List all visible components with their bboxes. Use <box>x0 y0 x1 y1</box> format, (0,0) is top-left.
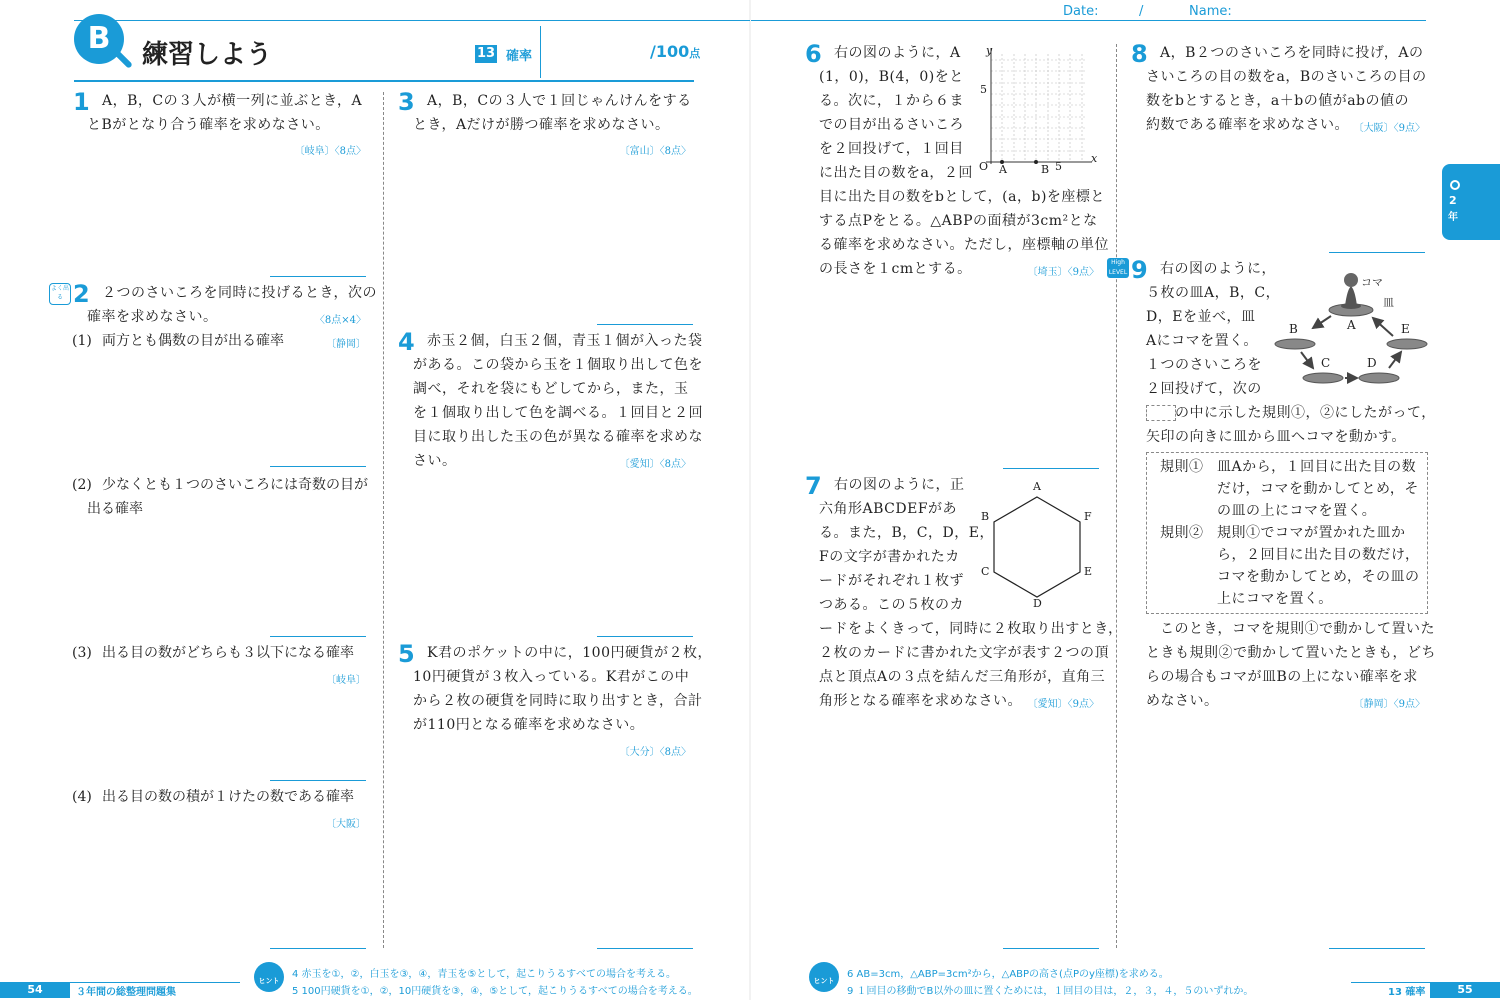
q6-line7: 目に出た目の数をbとして，(a，b)を座標と <box>819 189 1105 205</box>
q4-line6: さい。 <box>413 453 457 469</box>
year-tab-number: 2 <box>1449 194 1457 207</box>
graph-point-a-label: A <box>999 163 1007 176</box>
q2-1-label: (1) <box>72 333 92 349</box>
q5-line2: 10円硬貨が３枚入っている。K君がこの中 <box>413 669 690 685</box>
q1-line2: とBがとなり合う確率を求めなさい。 <box>87 117 330 133</box>
section-title: 練習しよう <box>142 40 273 70</box>
q6-line5: を２回投げて，１回目 <box>819 141 964 157</box>
q9-line5: １つのさいころを <box>1146 357 1262 373</box>
hex-label-b: B <box>981 510 990 523</box>
hex-label-c: C <box>981 565 990 578</box>
right-page-number: 55 <box>1430 982 1500 998</box>
q1-number: 1 <box>73 88 90 116</box>
q4-answer-line[interactable] <box>597 636 693 637</box>
left-page <box>0 0 749 1000</box>
hint-label-right: ヒント <box>813 977 835 985</box>
score-total <box>650 42 700 61</box>
column-divider <box>383 92 384 948</box>
q9-line7: の中に示した規則①，②にしたがって， <box>1175 405 1436 421</box>
year-tab-suffix: 年 <box>1448 212 1458 223</box>
rule2-line1: 規則①でコマが置かれた皿か <box>1217 525 1406 541</box>
rule2-line2: ら，２回目に出た目の数だけ， <box>1217 547 1420 563</box>
unit-number-badge: 13 <box>476 46 496 61</box>
q2-points: 〈8点×4〉 <box>314 315 366 326</box>
q4-line2: がある。この袋から玉を１個取り出して色を <box>413 357 703 373</box>
diagram-label-b: B <box>1289 322 1298 336</box>
q1-source: 〔岐阜〕〈8点〉 <box>294 146 366 157</box>
section-letter: B <box>87 21 111 56</box>
q6-coordinate-graph <box>976 44 1104 178</box>
q2-4-source: 〔大阪〕 <box>326 819 366 830</box>
point-b-dot <box>1034 160 1038 164</box>
rule1-line1: 皿Aから，１回目に出た目の数 <box>1217 459 1417 475</box>
q7-line1: 右の図のように，正 <box>834 477 965 493</box>
q2-number: 2 <box>73 280 90 308</box>
q2-1-source: 〔静岡〕 <box>326 339 366 350</box>
rule1-line3: の皿の上にコマを置く。 <box>1217 503 1377 519</box>
q7-hexagon-figure <box>991 494 1083 600</box>
q6-line2: (1，0)，B(4，0)をと <box>819 69 964 85</box>
q4-line4: を１個取り出して色を調べる。１回目と２回 <box>413 405 703 421</box>
graph-x-label: x <box>1091 152 1098 165</box>
hex-label-e: E <box>1084 565 1093 578</box>
year-tab-dot <box>1450 180 1460 190</box>
hexagon-shape <box>994 497 1080 597</box>
q7-line4: Fの文字が書かれたカ <box>819 549 960 565</box>
date-label: Date: <box>1063 4 1099 19</box>
high-level-badge: High LEVEL <box>1108 259 1128 276</box>
left-page-number: 54 <box>0 982 70 998</box>
q6-line6: に出た目の数をa，２回 <box>819 165 973 181</box>
q2-4-answer-line[interactable] <box>270 948 366 949</box>
q2-line1: ２つのさいころを同時に投げるとき，次の <box>102 285 377 301</box>
q2-2-text2: 出る確率 <box>87 501 143 517</box>
q6-line1: 右の図のように，A <box>834 45 961 61</box>
hint-right-1: 6 AB=3cm，△ABP=3cm²から，△ABPの高さ(点Pのy座標)を求める。 <box>847 969 1169 980</box>
score-unit: 点 <box>689 47 701 60</box>
q3-answer-line[interactable] <box>597 324 693 325</box>
q7-line10: 角形となる確率を求めなさい。 <box>819 693 1022 709</box>
diagram-label-e: E <box>1401 322 1410 336</box>
diagram-label-d: D <box>1367 356 1377 370</box>
header-rule <box>74 80 694 82</box>
q9-line2: ５枚の皿A，B，C， <box>1146 285 1281 301</box>
q7-source: 〔愛知〕〈9点〉 <box>1027 699 1099 710</box>
q7-line6: つある。この５枚のカ <box>819 597 964 613</box>
q8-line2: さいころの目の数をa，Bのさいころの目の <box>1146 69 1427 85</box>
hint-right-2: 9 １回目の移動でB以外の皿に置くためには，１回目の目は，２，３，４，５のいずれか。 <box>847 986 1254 997</box>
hint-left-2: 5 100円硬貨を①，②，10円硬貨を③，④，⑤として，起こりうるすべての場合を考える。 <box>292 986 698 997</box>
score-value: /100 <box>650 42 690 61</box>
diagram-piece-label: コマ <box>1361 276 1383 289</box>
game-piece-icon <box>1341 273 1361 309</box>
q5-answer-line[interactable] <box>597 948 693 949</box>
q9-closing4: めなさい。 <box>1146 693 1219 709</box>
q1-answer-line[interactable] <box>270 276 366 277</box>
rule1-label: 規則① <box>1160 459 1204 475</box>
q2-line2: 確率を求めなさい。 <box>87 309 218 325</box>
plate-b <box>1275 339 1315 349</box>
graph-grid <box>991 54 1086 162</box>
q4-number: 4 <box>398 328 415 356</box>
plate-c <box>1303 373 1343 383</box>
right-column-divider <box>1116 44 1117 948</box>
diagram-label-a: A <box>1347 318 1356 332</box>
q8-line4: 約数である確率を求めなさい。 <box>1146 117 1349 133</box>
plate-e <box>1387 339 1427 349</box>
hex-label-a: A <box>1033 480 1041 493</box>
q3-line2: とき，Aだけが勝つ確率を求めなさい。 <box>413 117 670 133</box>
q6-number: 6 <box>805 40 822 68</box>
q9-line4: Aにコマを置く。 <box>1146 333 1258 349</box>
rule2-label: 規則② <box>1160 525 1204 541</box>
q9-number: 9 <box>1131 256 1148 284</box>
q7-line2: 六角形ABCDEFがあ <box>819 501 958 517</box>
q2-3-text: 出る目の数がどちらも３以下になる確率 <box>102 645 354 661</box>
frequent-badge: よく出る <box>49 283 71 305</box>
q9-line3: D，Eを並べ，皿 <box>1146 309 1256 325</box>
top-rule <box>74 20 750 21</box>
q9-inline-box <box>1146 405 1176 421</box>
q9-source: 〔静岡〕〈9点〉 <box>1353 699 1425 710</box>
graph-point-b-label: B <box>1041 163 1050 176</box>
hex-label-f: F <box>1084 510 1092 523</box>
q2-1-answer-line[interactable] <box>270 466 366 467</box>
q7-line9: 点と頂点Aの３点を結んだ三角形が，直角三 <box>819 669 1106 685</box>
rule1-line2: だけ，コマを動かしてとめ，そ <box>1217 481 1419 497</box>
graph-x-tick-5: 5 <box>1055 160 1062 173</box>
graph-y-label: y <box>986 44 993 57</box>
rule2-line4: 上にコマを置く。 <box>1217 591 1333 607</box>
q6-line8: する点Pをとる。△ABPの面積が3cm²とな <box>819 213 1098 229</box>
q2-4-text: 出る目の数の積が１けたの数である確率 <box>102 789 354 805</box>
q6-line10: の長さを１cmとする。 <box>819 261 972 277</box>
q5-source: 〔大分〕〈8点〉 <box>619 747 691 758</box>
q7-line3: る。また，B，C，D，E， <box>819 525 994 541</box>
q9-closing3: らの場合もコマが皿Bの上にない確率を求 <box>1146 669 1418 685</box>
q5-number: 5 <box>398 640 415 668</box>
q3-line1: A，B，Cの３人で１回じゃんけんをする <box>427 93 692 109</box>
q5-line4: が110円となる確率を求めなさい。 <box>413 717 645 733</box>
q9-closing2: ときも規則②で動かして置いたときも，どち <box>1146 645 1436 661</box>
book-title: ３年間の総整理問題集 <box>76 987 176 998</box>
q2-2-label: (2) <box>72 477 92 493</box>
q5-line3: から２枚の硬貨を同時に取り出すとき，合計 <box>413 693 703 709</box>
q2-1-text: 両方とも偶数の目が出る確率 <box>102 333 284 349</box>
q2-2-answer-line[interactable] <box>270 636 366 637</box>
q8-source: 〔大阪〕〈9点〉 <box>1353 123 1425 134</box>
date-slash: / <box>1139 4 1144 19</box>
q8-number: 8 <box>1131 40 1148 68</box>
graph-y-tick-5: 5 <box>980 83 987 96</box>
header-divider <box>540 26 541 78</box>
q9-line6: ２回投げて，次の <box>1146 381 1262 397</box>
name-label: Name: <box>1189 4 1232 19</box>
q3-number: 3 <box>398 88 415 116</box>
plate-d <box>1359 373 1399 383</box>
q6-line4: での目が出るさいころ <box>819 117 964 133</box>
q4-line5: 目に取り出した玉の色が異なる確率を求めな <box>413 429 703 445</box>
hint-left-1: 4 赤玉を①，②，白玉を③，④，青玉を⑤として，起こりうるすべての場合を考える。 <box>292 969 676 980</box>
q4-line1: 赤玉２個，白玉２個，青玉１個が入った袋 <box>427 333 703 349</box>
q8-line1: A，B２つのさいころを同時に投げ，Aの <box>1160 45 1424 61</box>
q2-3-source: 〔岐阜〕 <box>326 675 366 686</box>
q9-line1: 右の図のように， <box>1160 261 1276 277</box>
q9-line8: 矢印の向きに皿から皿へコマを動かす。 <box>1146 429 1406 445</box>
diagram-plate-label: 皿 <box>1383 296 1394 309</box>
q6-answer-line[interactable] <box>1003 468 1099 469</box>
q4-line3: 調べ，それを袋にもどしてから，また，玉 <box>413 381 689 397</box>
q7-line7: ードをよくきって，同時に２枚取り出すとき， <box>819 621 1123 637</box>
graph-origin: O <box>979 160 989 173</box>
q5-line1: K君のポケットの中に，100円硬貨が２枚， <box>427 645 712 661</box>
footer-unit: 13 確率 <box>1388 987 1426 998</box>
right-page <box>751 0 1500 1000</box>
q6-source: 〔埼玉〕〈9点〉 <box>1027 267 1099 278</box>
q9-closing1: このとき，コマを規則①で動かして置いた <box>1160 621 1435 637</box>
q1-line1: A，B，Cの３人が横一列に並ぶとき，A <box>102 93 363 109</box>
q8-answer-line[interactable] <box>1329 252 1425 253</box>
hint-label: ヒント <box>258 977 280 985</box>
q3-source: 〔富山〕〈8点〉 <box>619 146 691 157</box>
q6-line3: る。次に，１から６ま <box>819 93 964 109</box>
q7-answer-line[interactable] <box>1003 948 1099 949</box>
q7-line5: ードがそれぞれ１枚ず <box>819 573 964 589</box>
rule2-line3: コマを動かしてとめ，その皿の <box>1217 569 1420 585</box>
top-rule-right <box>751 20 1426 21</box>
q2-3-answer-line[interactable] <box>270 780 366 781</box>
q2-2-text: 少なくとも１つのさいころには奇数の目が <box>102 477 368 493</box>
hex-label-d: D <box>1033 597 1042 610</box>
q2-4-label: (4) <box>72 789 92 805</box>
q2-3-label: (3) <box>72 645 92 661</box>
diagram-label-c: C <box>1321 356 1331 370</box>
q9-answer-line[interactable] <box>1329 948 1425 949</box>
q6-line9: る確率を求めなさい。ただし，座標軸の単位 <box>819 237 1109 253</box>
q4-source: 〔愛知〕〈8点〉 <box>619 459 691 470</box>
q8-line3: 数をbとするとき，a＋bの値がabの値の <box>1146 93 1410 109</box>
q7-number: 7 <box>805 472 822 500</box>
unit-name: 確率 <box>506 49 533 64</box>
q7-line8: ２枚のカードに書かれた文字が表す２つの頂 <box>819 645 1109 661</box>
